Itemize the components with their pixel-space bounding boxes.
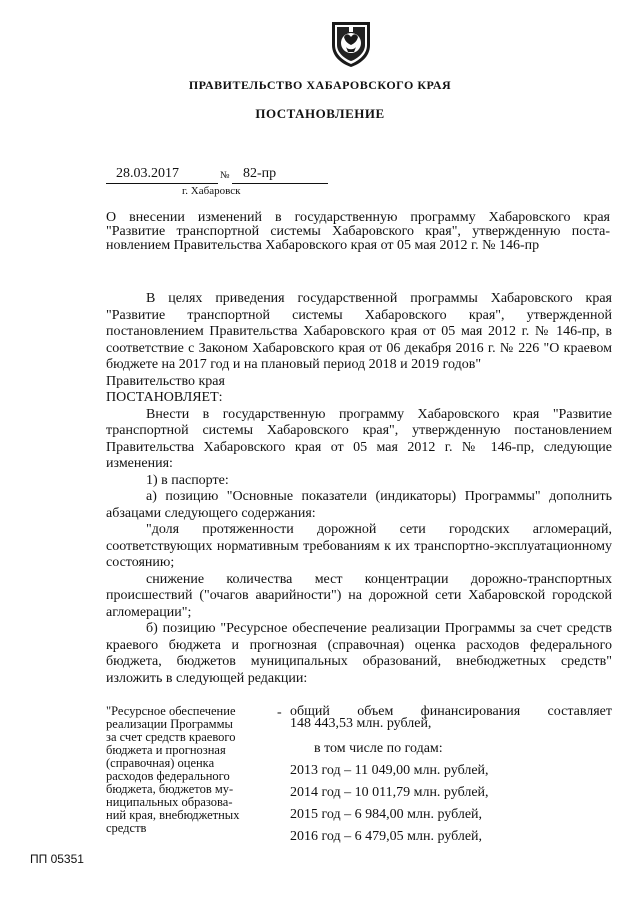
table-left-cell — [106, 705, 278, 835]
paragraph-quote-1: "доля протяженности дорожной сети городских агломераций, соответствующих нормативным требованиям к их транспортно-эксплуатационному состоянию; — [106, 522, 612, 570]
year-row: 2014 год – 10 011,79 млн. рублей, — [290, 785, 489, 800]
table-left-line: средств — [106, 821, 147, 835]
table-left-line: расходов федерального — [106, 769, 230, 783]
table-left-line: ний края, внебюджетных — [106, 808, 240, 822]
government-name: ПРАВИТЕЛЬСТВО ХАБАРОВСКОГО КРАЯ — [188, 78, 452, 92]
title-line: новлением Правительства Хабаровского края от 05 мая 2012 г. № 146-пр — [106, 238, 540, 253]
table-left-line: бюджета и прогнозная — [106, 743, 226, 757]
table-left-line: (справочная) оценка — [106, 756, 215, 770]
table-left-line: ниципальных образова- — [106, 795, 233, 809]
decree-word: ПОСТАНОВЛЯЕТ: — [106, 390, 223, 405]
table-dash: - — [277, 705, 282, 720]
total-financing-amount: 148 443,53 млн. рублей, — [290, 716, 432, 731]
document-city: г. Хабаровск — [182, 185, 241, 197]
date-underline — [106, 183, 218, 184]
paragraph-item-a: а) позицию "Основные показатели (индикаторы) Программы" дополнить абзацами следующего содержания: — [106, 489, 612, 521]
number-sign: № — [220, 170, 230, 181]
year-row: 2015 год – 6 984,00 млн. рублей, — [290, 807, 483, 822]
table-right-cell — [290, 705, 612, 845]
table-left-line: за счет средств краевого — [106, 730, 236, 744]
title-line: "Развитие транспортной системы Хабаровского края", утвержденную поста- — [106, 224, 610, 239]
document-body — [106, 291, 612, 687]
document-date: 28.03.2017 — [116, 166, 179, 181]
number-underline — [232, 183, 328, 184]
table-left-line: "Ресурсное обеспечение — [106, 704, 236, 718]
paragraph-quote-2: снижение количества мест концентрации дорожно-транспортных происшествий ("очагов аварийности") на дорожной сети Хабаровской городской агломерации"; — [106, 571, 612, 620]
paragraph-amend: Внести в государственную программу Хабаровского края "Развитие транспортной системы Хабаровского края", утвержденную постановлением Правительства Хабаровского края от 05 мая 2012 г. № 146-пр, следующие изменения: — [106, 406, 612, 471]
table-left-line: реализации Программы — [106, 717, 233, 731]
paragraph-passport: 1) в паспорте: — [146, 472, 229, 488]
coat-of-arms-emblem — [329, 19, 373, 69]
paragraph-item-b: б) позицию "Ресурсное обеспечение реализации Программы за счет средств краевого бюджета и прогнозная (справочная) оценка расходов федерального бюджета, бюджетов муниципальных образований, внебюджетных средств" изложить в следующей редакции: — [106, 621, 612, 686]
title-line: О внесении изменений в государственную программу Хабаровского края — [106, 210, 610, 225]
intro-subject: Правительство края — [106, 373, 225, 389]
year-row: 2013 год – 11 049,00 млн. рублей, — [290, 763, 489, 778]
total-financing-line: общий объем финансирования составляет — [290, 704, 612, 719]
intro-paragraph: В целях приведения государственной программы Хабаровского края "Развитие транспортной системы Хабаровского края", утвержденной постановлением Правительства Хабаровского края от 05 мая 2012 г. № 146-пр, в соответствие с Законом Хабаровского края от 06 декабря 2016 г. № 226 "О краевом бюджете на 2017 год и на плановый период 2018 и 2019 годов" — [106, 291, 612, 372]
year-row: 2016 год – 6 479,05 млн. рублей, — [290, 829, 483, 844]
document-title — [106, 211, 610, 253]
footer-code: ПП 05351 — [30, 852, 84, 866]
document-type: ПОСТАНОВЛЕНИЕ — [255, 106, 385, 121]
document-number: 82-пр — [243, 166, 277, 181]
by-years-label: в том числе по годам: — [314, 741, 443, 756]
table-left-line: бюджета, бюджетов му- — [106, 782, 234, 796]
